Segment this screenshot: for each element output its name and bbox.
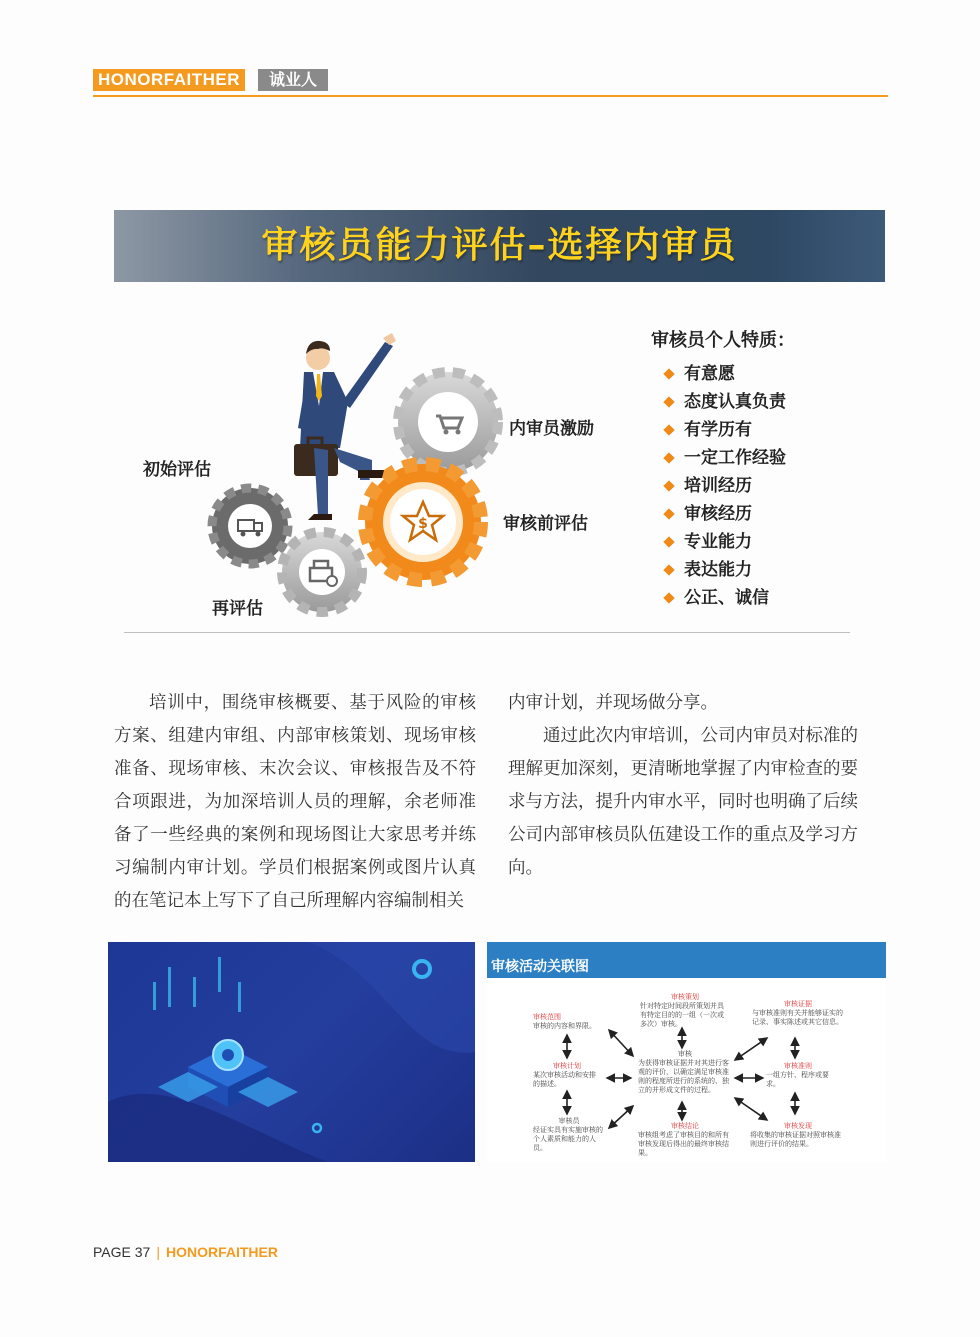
traits-title: 审核员个人特质：: [651, 330, 795, 351]
node-auditor: 审核员 经证实具有实施审核的个人素质和能力的人员。: [533, 1117, 603, 1152]
trait-item: 公正、诚信: [662, 584, 786, 612]
diamond-bullet-icon: [663, 508, 674, 519]
label-pre-audit: 审核前评估: [503, 514, 588, 534]
diamond-bullet-icon: [663, 592, 674, 603]
header-rule: [93, 95, 888, 97]
body-column-2: [508, 687, 870, 885]
label-initial-assessment: 初始评估: [143, 460, 211, 480]
star-gear-icon: [365, 464, 481, 580]
body-paragraph-1: 培训中，围绕审核概要、基于风险的审核方案、组建内审组、内部审核策划、现场审核准备、现场审核、末次会议、审核报告及不符合项跟进，为加深培训人员的理解，余老师准备了一些经典的案例和现场图让大家思考并练习编制内审计划。学员们根据案例或图片认真的在笔记本上写下了自己所理解内容编制相关: [114, 693, 476, 911]
trait-item: 培训经历: [662, 472, 786, 500]
body-paragraph-3: 通过此次内审培训，公司内审员对标准的理解更加深刻，更清晰地掌握了内审检查的要求与方法，提升内审水平，同时也明确了后续公司内部审核员队伍建设工作的重点及学习方向。: [508, 726, 858, 878]
node-audit: 审核 为获得审核证据并对其进行客观的评价，以确定满足审核准则的程度所进行的系统的、独立的并形成文件的过程。: [638, 1050, 729, 1094]
header-brand-cn: 诚业人: [258, 69, 328, 91]
node-scope: 审核范围 审核的内容和界限。: [533, 1013, 596, 1030]
node-criteria: 审核准则 一组方针、程序或要求。: [766, 1062, 829, 1088]
trait-item: 有学历有: [662, 416, 786, 444]
traits-list: [662, 360, 786, 612]
node-evidence: 审核证据 与审核准则有关并能够证实的记录、事实陈述或其它信息。: [752, 1000, 843, 1026]
page-number: PAGE 37: [93, 1244, 151, 1260]
diamond-bullet-icon: [663, 480, 674, 491]
diamond-bullet-icon: [663, 564, 674, 575]
label-motivation: 内审员激励: [509, 419, 594, 439]
footer-separator: |: [156, 1244, 160, 1260]
header-brand: HONORFAITHER: [93, 69, 245, 91]
diamond-bullet-icon: [663, 424, 674, 435]
truck-gear-icon: [212, 488, 288, 564]
gears-illustration: [200, 310, 510, 625]
node-conclusion: 审核结论 审核组考虑了审核目的和所有审核发现后得出的最终审核结果。: [638, 1122, 729, 1157]
section-divider: [124, 632, 850, 633]
register-gear-icon: [282, 532, 362, 612]
trait-item: 审核经历: [662, 500, 786, 528]
page-footer: [93, 1244, 278, 1260]
diamond-bullet-icon: [663, 368, 674, 379]
diamond-bullet-icon: [663, 536, 674, 547]
tech-illustration-image: [108, 942, 475, 1162]
footer-brand: HONORFAITHER: [165, 1244, 278, 1260]
diagram-title: 审核活动关联图: [491, 959, 589, 975]
banner-title: 审核员能力评估–选择内审员: [261, 225, 738, 266]
node-plan-strategy: 审核策划 针对特定时间段所策划并具有特定目的的一组（一次或多次）审核。: [640, 993, 724, 1028]
isometric-gear-icon: [108, 942, 475, 1162]
body-paragraph-2: 内审计划，并现场做分享。: [508, 693, 718, 713]
cart-gear-icon: [398, 372, 498, 472]
diamond-bullet-icon: [663, 396, 674, 407]
diamond-bullet-icon: [663, 452, 674, 463]
label-reassess: 再评估: [212, 599, 263, 619]
trait-item: 态度认真负责: [662, 388, 786, 416]
trait-item: 表达能力: [662, 556, 786, 584]
node-plan: 审核计划 某次审核活动和安排的描述。: [533, 1062, 596, 1088]
trait-item: 专业能力: [662, 528, 786, 556]
svg-text:$: $: [418, 516, 428, 532]
node-findings: 审核发现 将收集的审核证据对照审核准则进行评价的结果。: [750, 1122, 841, 1148]
trait-item: 一定工作经验: [662, 444, 786, 472]
trait-item: 有意愿: [662, 360, 786, 388]
